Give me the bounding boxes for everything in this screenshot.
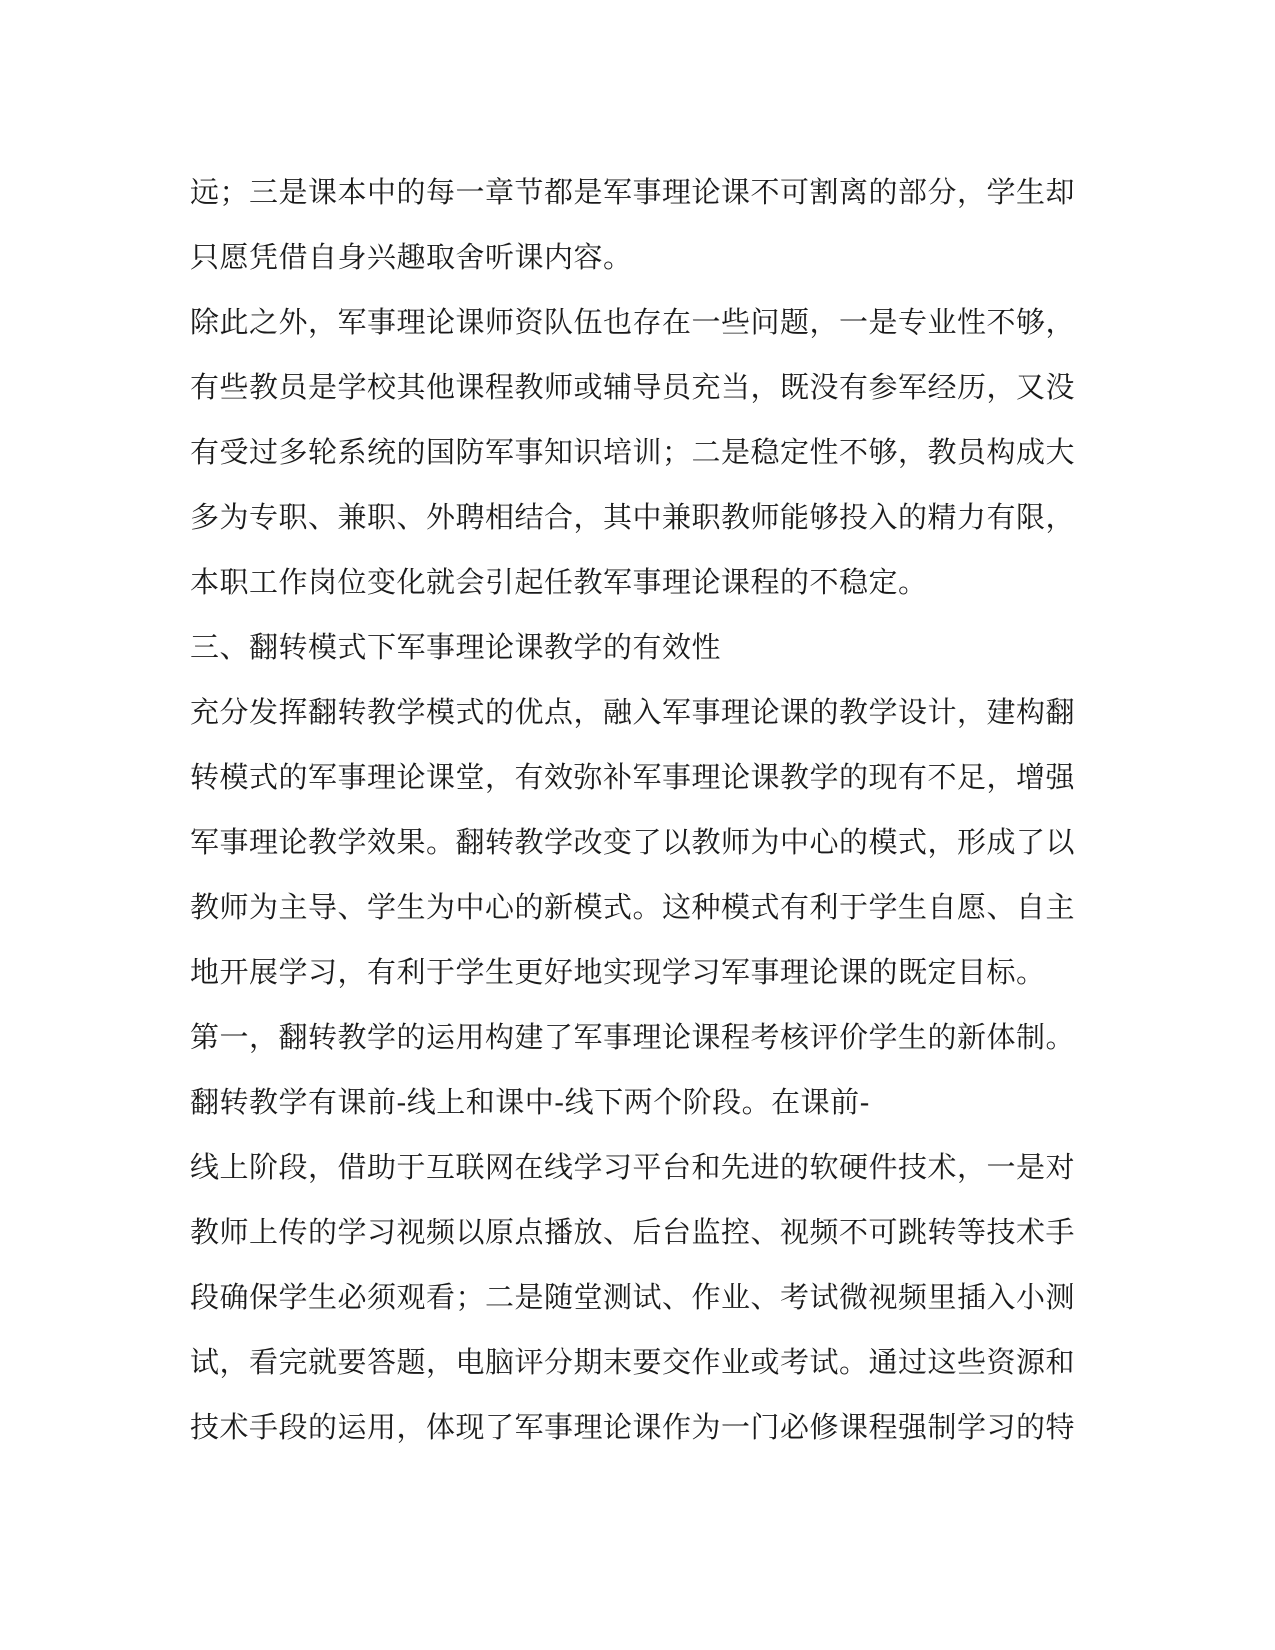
text-line: 军事理论教学效果。翻转教学改变了以教师为中心的模式，形成了以	[190, 825, 1076, 859]
text-line: 线上阶段，借助于互联网在线学习平台和先进的软硬件技术，一是对	[190, 1150, 1076, 1184]
section-heading: 三、翻转模式下军事理论课教学的有效性	[190, 630, 722, 664]
text-line: 转模式的军事理论课堂，有效弥补军事理论课教学的现有不足，增强	[190, 760, 1076, 794]
text-line: 远；三是课本中的每一章节都是军事理论课不可割离的部分，学生却	[190, 175, 1076, 209]
text-line: 除此之外，军事理论课师资队伍也存在一些问题，一是专业性不够，	[190, 305, 1076, 339]
text-line: 段确保学生必须观看；二是随堂测试、作业、考试微视频里插入小测	[190, 1280, 1076, 1314]
text-line: 有受过多轮系统的国防军事知识培训；二是稳定性不够，教员构成大	[190, 435, 1076, 469]
text-line: 试，看完就要答题，电脑评分期末要交作业或考试。通过这些资源和	[190, 1345, 1076, 1379]
text-line: 地开展学习，有利于学生更好地实现学习军事理论课的既定目标。	[190, 955, 1046, 989]
text-line: 第一，翻转教学的运用构建了军事理论课程考核评价学生的新体制。	[190, 1020, 1076, 1054]
text-line: 翻转教学有课前-线上和课中-线下两个阶段。在课前-	[190, 1085, 870, 1119]
body-text	[190, 160, 1076, 1460]
text-line: 多为专职、兼职、外聘相结合，其中兼职教师能够投入的精力有限，	[190, 500, 1076, 534]
text-line: 只愿凭借自身兴趣取舍听课内容。	[190, 240, 633, 274]
text-line: 有些教员是学校其他课程教师或辅导员充当，既没有参军经历，又没	[190, 370, 1076, 404]
text-line: 教师为主导、学生为中心的新模式。这种模式有利于学生自愿、自主	[190, 890, 1076, 924]
text-line: 充分发挥翻转教学模式的优点，融入军事理论课的教学设计，建构翻	[190, 695, 1076, 729]
text-line: 技术手段的运用，体现了军事理论课作为一门必修课程强制学习的特	[190, 1410, 1076, 1444]
text-line: 教师上传的学习视频以原点播放、后台监控、视频不可跳转等技术手	[190, 1215, 1076, 1249]
text-line: 本职工作岗位变化就会引起任教军事理论课程的不稳定。	[190, 565, 928, 599]
